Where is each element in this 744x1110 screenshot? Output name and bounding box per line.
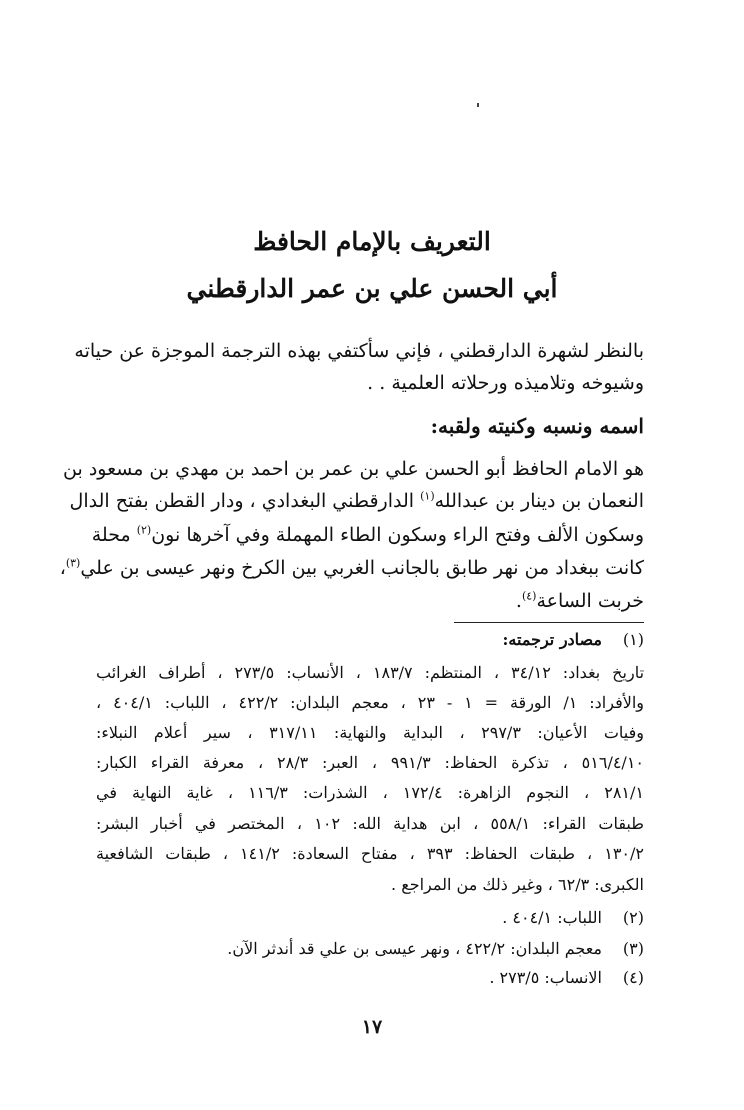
body-line-2-end: الدارقطني البغدادي ، ودار القطن بفتح الدال <box>69 490 421 512</box>
footnote-4 <box>489 968 644 987</box>
footnote-1-heading: مصادر ترجمته: <box>502 630 602 649</box>
footnote-1-line: طبقات القراء: ٥٥٨/١ ، ابن هداية الله: ١٠٢ ، المختصر في أخبار البشر: <box>96 814 644 833</box>
footnote-separator <box>454 622 644 623</box>
footnote-1-line: الكبرى: ٦٢/٣ ، وغير ذلك من المراجع . <box>391 875 644 894</box>
body-line-1: هو الامام الحافظ أبو الحسن علي بن عمر بن احمد بن مهدي بن مسعود بن <box>63 458 644 480</box>
footnote-1-number: (١) <box>622 630 644 649</box>
intro-line-2: وشيوخه وتلاميذه ورحلاته العلمية . . <box>367 372 644 394</box>
footnote-ref-2: (٢) <box>136 523 152 537</box>
body-line-3 <box>91 523 644 547</box>
footnote-4-text: الانساب: ٢٧٣/٥ . <box>489 968 602 987</box>
title-line-2: أبي الحسن علي بن عمر الدارقطني <box>186 274 558 303</box>
body-line-2 <box>69 489 644 513</box>
footnote-2 <box>502 908 644 927</box>
footnote-ref-4: (٤) <box>521 589 537 603</box>
footnote-3-text: معجم البلدان: ٤٢٢/٢ ، ونهر عيسى بن علي قد أندثر الآن. <box>227 939 602 958</box>
footnote-2-text: اللباب: ٤٠٤/١ . <box>502 908 602 927</box>
footnote-1-line: ١٣٠/٢ ، طبقات الحفاظ: ٣٩٣ ، مفتاح السعادة: ١٤١/٢ ، طبقات الشافعية <box>96 844 644 863</box>
page-number: ١٧ <box>361 1016 383 1038</box>
body-line-4-end: ، <box>59 557 66 579</box>
footnote-1-line: ٥١٦/٤/١٠ ، تذكرة الحفاظ: ٩٩١/٣ ، العبر: ٢٨/٣ ، معرفة القراء الكبار: <box>96 753 644 772</box>
footnote-ref-1: (١) <box>420 489 435 503</box>
footnote-4-number: (٤) <box>622 968 644 987</box>
body-line-4-start: كانت ببغداد من نهر طابق بالجانب الغربي بين الكرخ ونهر عيسى بن علي <box>80 557 644 579</box>
footnote-1-line: تاريخ بغداد: ٣٤/١٢ ، المنتظم: ١٨٣/٧ ، الأنساب: ٢٧٣/٥ ، أطراف الغرائب <box>96 663 645 682</box>
body-line-3-end: محلة <box>91 524 137 546</box>
section-heading: اسمه ونسبه وكنيته ولقبه: <box>430 414 644 438</box>
footnote-1-line: والأفراد: ١/ الورقة = ١ - ٢٣ ، معجم البلدان: ٤٢٢/٢ ، اللباب: ٤٠٤/١ ، <box>96 693 645 712</box>
body-line-2-start: النعمان بن دينار بن عبدالله <box>434 490 644 512</box>
footnote-ref-3: (٣) <box>65 556 81 570</box>
body-line-5-start: خربت الساعة <box>536 590 644 612</box>
body-line-4 <box>59 556 644 580</box>
body-line-5-end: . <box>515 590 522 612</box>
intro-line-1: بالنظر لشهرة الدارقطني ، فإني سأكتفي بهذه الترجمة الموجزة عن حياته <box>74 340 644 362</box>
footnote-3-number: (٣) <box>622 939 644 958</box>
footnote-3 <box>227 939 644 958</box>
title-line-1: التعريف بالإمام الحافظ <box>253 227 491 256</box>
footnote-2-number: (٢) <box>622 908 644 927</box>
ink-speck <box>477 103 479 107</box>
body-line-3-start: وسكون الألف وفتح الراء وسكون الطاء المهملة وفي آخرها نون <box>151 524 644 546</box>
footnote-1-line: وفيات الأعيان: ٢٩٧/٣ ، البداية والنهاية: ٣١٧/١١ ، سير أعلام النبلاء: <box>96 723 644 742</box>
footnote-1-header <box>503 630 644 649</box>
footnote-1-line: ٢٨١/١ ، النجوم الزاهرة: ١٧٢/٤ ، الشذرات: ١١٦/٣ ، غاية النهاية في <box>96 783 644 802</box>
body-line-5 <box>96 590 644 613</box>
